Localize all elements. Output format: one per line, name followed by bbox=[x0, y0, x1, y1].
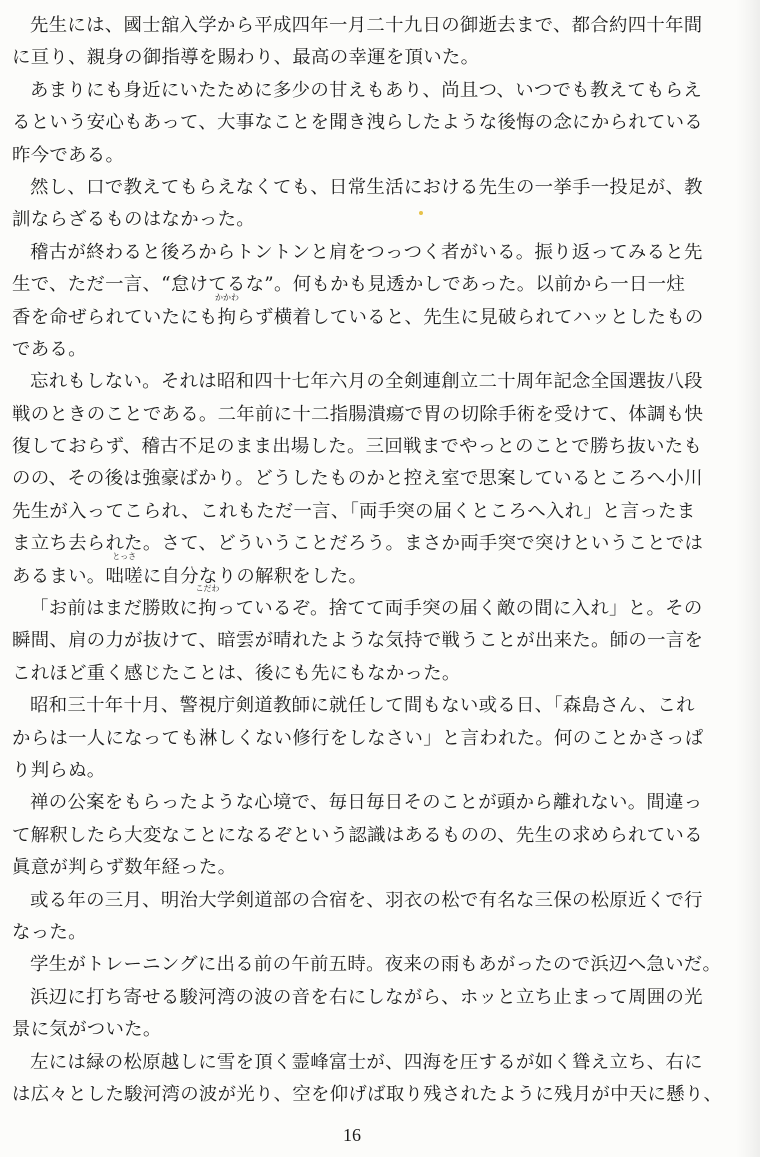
text-line: のの、その後は強豪ばかり。どうしたものかと控え室で思案しているところへ小川 bbox=[12, 468, 703, 490]
text-line: からは一人になっても淋しくない修行をしなさい」と言われた。何のことかさっぱ bbox=[12, 727, 704, 749]
text-line: り判らぬ。 bbox=[12, 759, 106, 781]
text-line: 浜辺に打ち寄せる駿河湾の波の音を右にしながら、ホッと立ち止まって周囲の光 bbox=[30, 986, 703, 1008]
paragraph bbox=[12, 982, 702, 1047]
text-line: て解釈したら大変なことになるぞという認識はあるものの、先生の求められている bbox=[12, 824, 703, 846]
text-line: 眞意が判らず数年経った。 bbox=[12, 857, 237, 879]
text-line: は広々とした駿河湾の波が光り、空を仰げば取り残されたように残月が中天に懸り、 bbox=[12, 1083, 723, 1105]
furigana: かかわ bbox=[214, 292, 239, 302]
line-text-after: に自分なりの解釈をした。 bbox=[142, 565, 368, 587]
text-line: 生で、ただ一言、“怠けてるな”。何もかも見透かしであった。以前から一日一炷 bbox=[12, 274, 686, 296]
ruby-word bbox=[195, 584, 220, 625]
text-line bbox=[12, 551, 702, 593]
paragraph bbox=[12, 75, 702, 172]
paragraph bbox=[12, 885, 702, 950]
text-line: 禅の公案をもらったような心境で、毎日毎日そのことが頭から離れない。間違っ bbox=[30, 792, 703, 814]
text-line: あまりにも身近にいたために多少の甘えもあり、尚且つ、いつでも教えてもらえ bbox=[30, 79, 703, 101]
text-line: るという安心もあって、大事なことを聞き洩らしたような後悔の念にかられている bbox=[12, 112, 704, 134]
line-text-before: 「お前はまだ勝敗に bbox=[30, 598, 199, 620]
ruby-base: 拘 bbox=[217, 306, 237, 328]
text-line: 或る年の三月、明治大学剣道部の合宿を、羽衣の松で有名な三保の松原近くで行 bbox=[30, 889, 703, 911]
paragraph bbox=[12, 172, 702, 237]
text-line: 学生がトレーニングに出る前の午前五時。夜来の雨もあがったので浜辺へ急いだ。 bbox=[30, 954, 722, 976]
paragraph bbox=[12, 10, 702, 75]
body-text bbox=[12, 10, 723, 1111]
paragraph bbox=[12, 949, 722, 981]
text-line: 先生には、國士舘入学から平成四年一月二十九日の御逝去まで、都合約四十年間 bbox=[30, 15, 703, 36]
text-line: 昨今である。 bbox=[12, 144, 125, 166]
text-line: 復しておらず、稽古不足のまま出場した。三回戦までやっとのことで勝ち抜いたも bbox=[12, 436, 703, 458]
ruby-word bbox=[214, 292, 239, 334]
text-line: なった。 bbox=[12, 921, 87, 943]
text-line: に亘り、親身の御指導を賜わり、最高の幸運を頂いた。 bbox=[12, 47, 480, 69]
paragraph bbox=[12, 366, 702, 593]
text-line: 左には緑の松原越しに雪を頂く霊峰富士が、四海を圧するが如く聳え立ち、右に bbox=[30, 1051, 703, 1073]
text-line: 然し、口で教えてもらえなくても、日常生活における先生の一挙手一投足が、教 bbox=[30, 176, 703, 198]
text-line: 景に気がついた。 bbox=[12, 1019, 162, 1041]
line-text-before: あるまい。 bbox=[12, 565, 106, 587]
page-number: 16 bbox=[343, 1125, 361, 1145]
furigana: とっさ bbox=[112, 551, 137, 561]
text-line: 昭和三十年十月、警視庁剣道教師に就任して間もない或る日、「森島さん、これ bbox=[30, 695, 695, 717]
text-line: 先生が入ってこられ、これもただ一言、「両手突の届くところへ入れ」と言ったま bbox=[12, 500, 696, 522]
text-line bbox=[12, 584, 703, 625]
text-line bbox=[12, 292, 704, 334]
text-line: である。 bbox=[12, 338, 87, 360]
ruby-base: 拘 bbox=[198, 598, 217, 620]
text-line: 戦のときのことである。二年前に十二指腸潰瘍で胃の切除手術を受けて、体調も快 bbox=[12, 403, 704, 425]
text-line: 忘れもしない。それは昭和四十七年六月の全剣連創立二十周年記念全国選抜八段 bbox=[30, 371, 703, 393]
text-line: ま立ち去られた。さて、どういうことだろう。まさか両手突で突けということでは bbox=[12, 533, 704, 555]
text-line: 稽古が終わると後ろからトントンと肩をつっつく者がいる。振り返ってみると先 bbox=[30, 241, 703, 263]
paragraph bbox=[12, 787, 702, 884]
line-text-after: っているぞ。捨てて両手突の届く敵の間に入れ」と。その bbox=[216, 598, 703, 620]
text-line: これほど重く感じたことは、後にも先にもなかった。 bbox=[12, 662, 461, 684]
paragraph bbox=[12, 237, 702, 367]
line-text-before: 香を命ぜられていたにも bbox=[12, 306, 218, 328]
paragraph bbox=[12, 690, 702, 787]
text-line: 訓ならざるものはなかった。 bbox=[12, 209, 255, 231]
paragraph bbox=[12, 1047, 723, 1112]
ruby-base: 咄嗟 bbox=[105, 565, 143, 587]
paragraph bbox=[12, 584, 704, 690]
page-edge-shadow bbox=[736, 0, 760, 1157]
furigana: こだわ bbox=[195, 584, 220, 594]
text-line: 瞬間、肩の力が抜けて、暗雲が晴れたような気持で戦うことが出来た。師の一言を bbox=[12, 630, 704, 652]
ruby-word bbox=[105, 551, 143, 593]
line-text-after: らず横着していると、先生に見破られてハッとしたもの bbox=[236, 306, 704, 328]
